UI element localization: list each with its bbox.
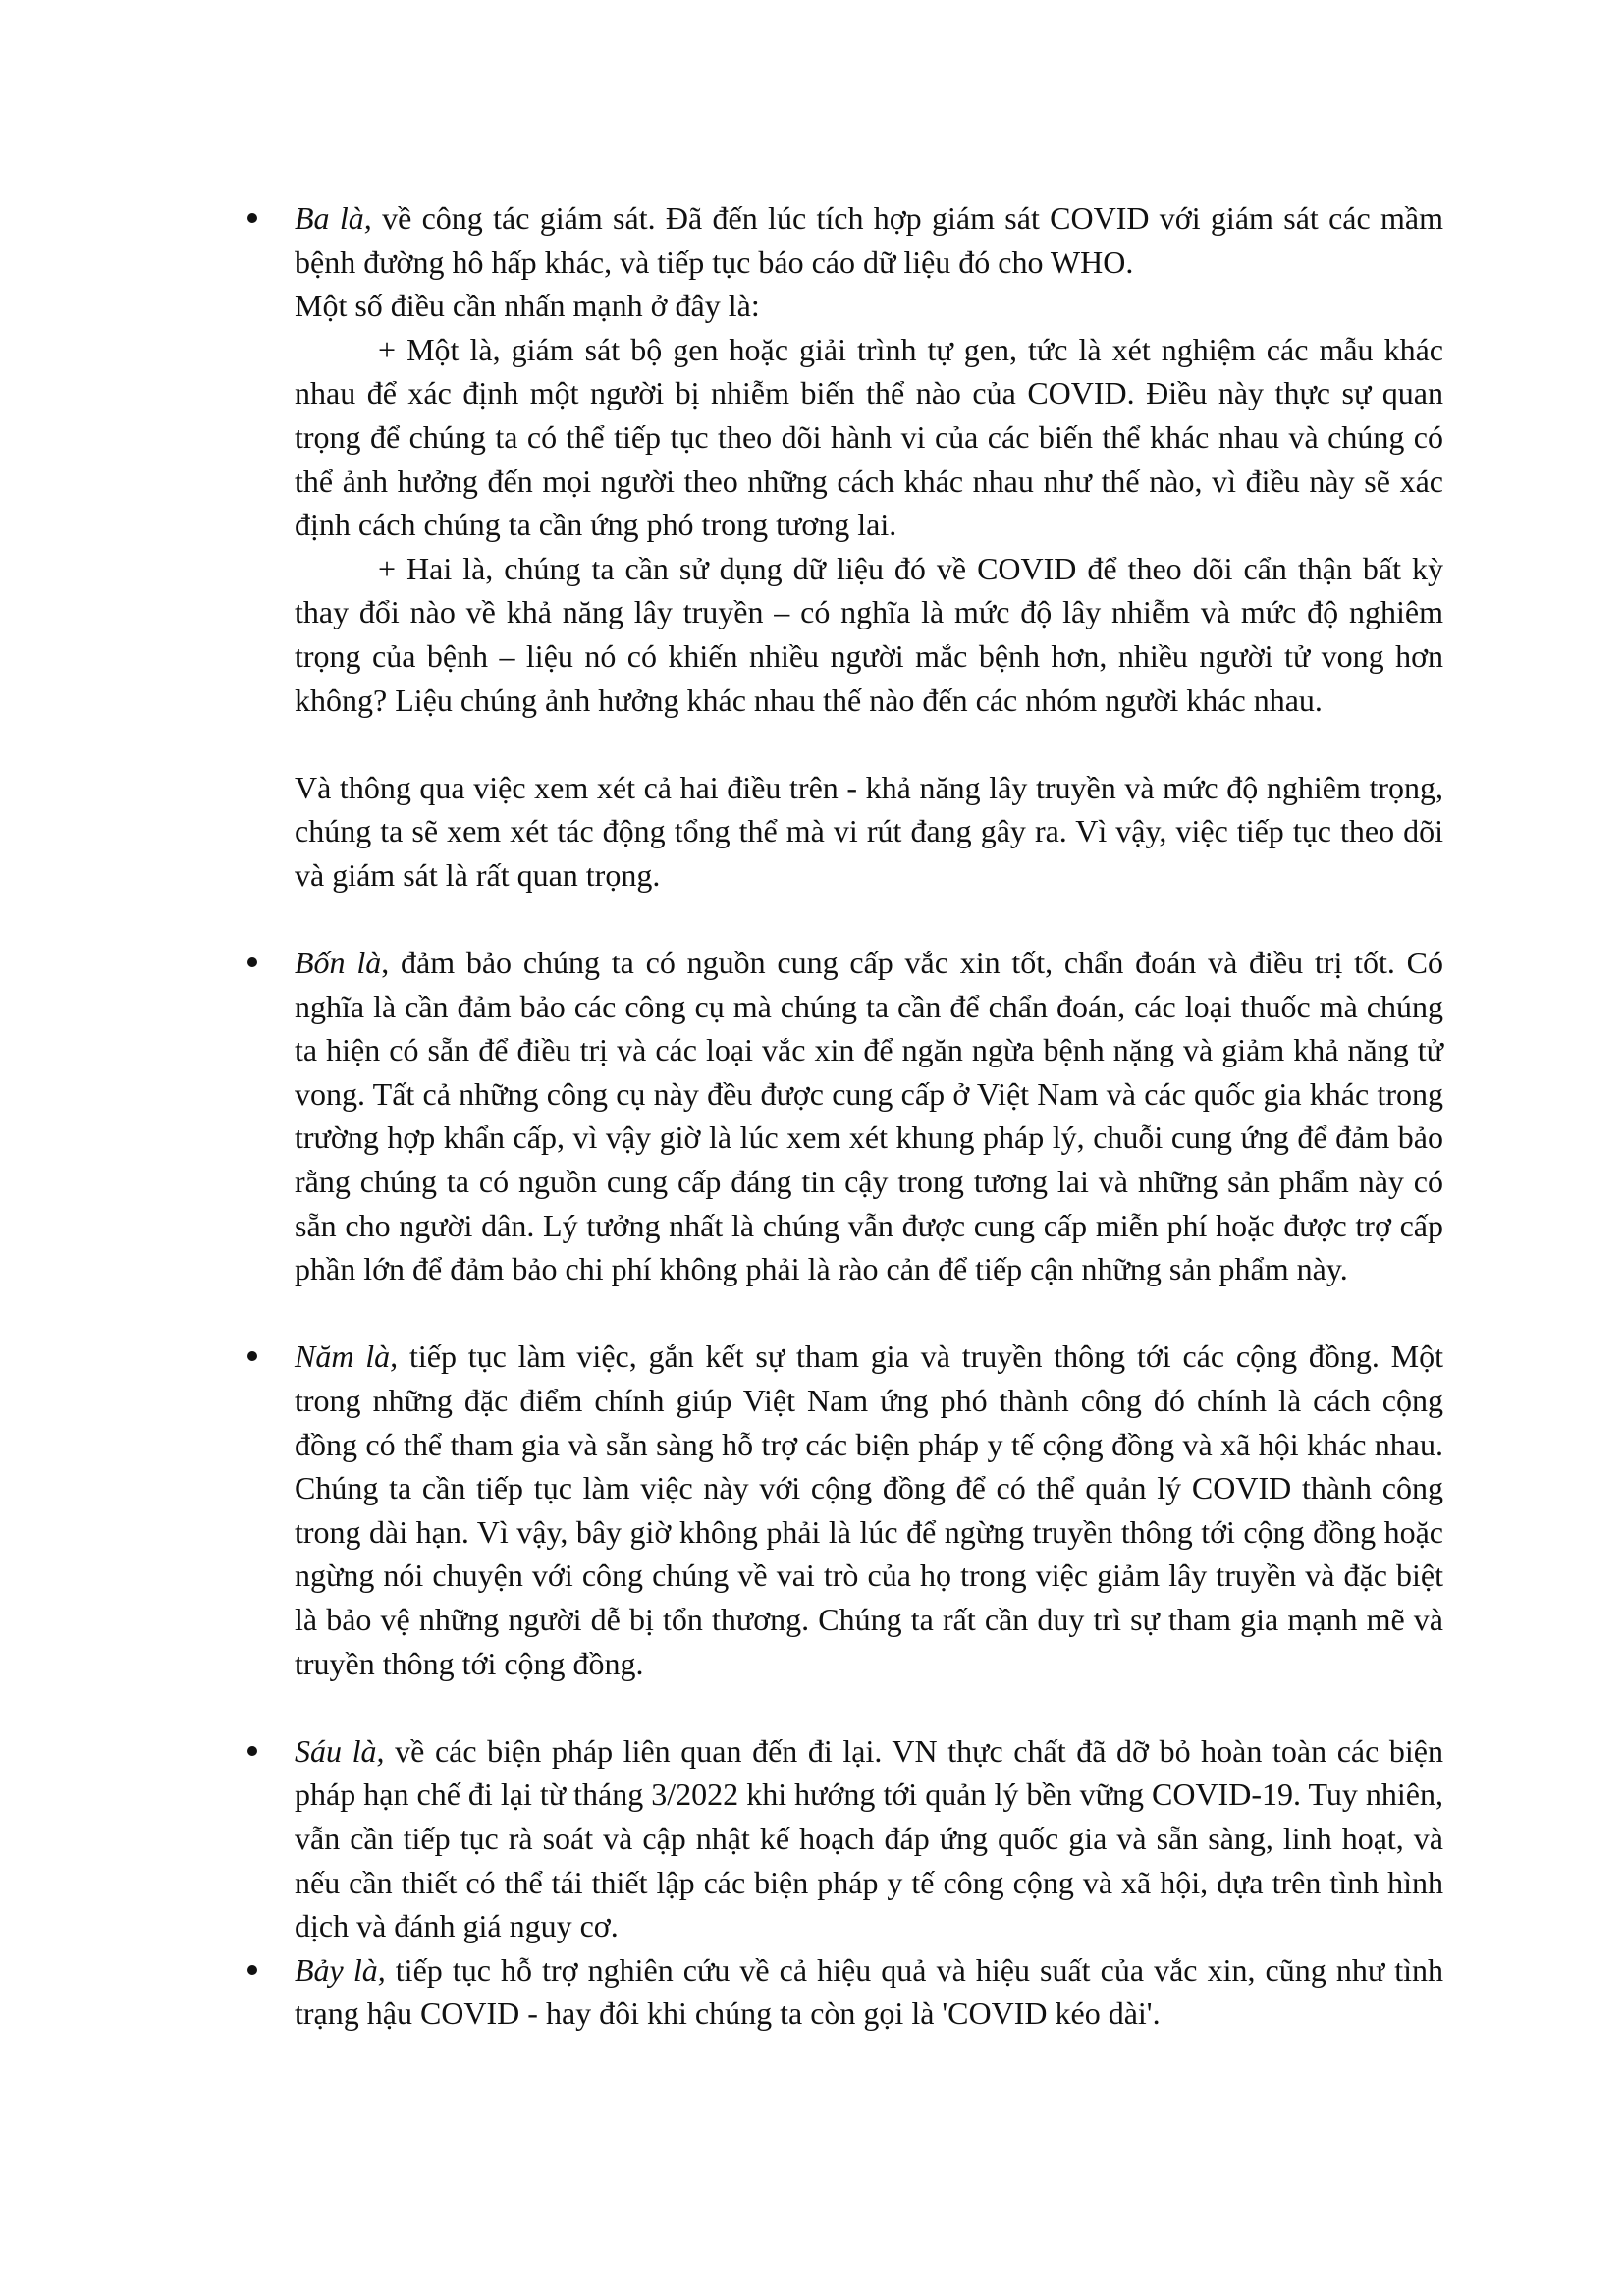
bullet-text: về công tác giám sát. Đã đến lúc tích hợp giám sát COVID với giám sát các mầm bệnh đường hô hấp khác, và tiếp tục báo cáo dữ liệu đó cho WHO. — [295, 200, 1444, 280]
bullet-lead: Bốn là — [295, 945, 382, 981]
paragraph — [295, 1948, 1443, 2036]
bullet-lead: Sáu là, — [295, 1732, 385, 1769]
bullet-icon — [247, 1351, 257, 1361]
bullet-lead: Ba là, — [295, 200, 372, 236]
bullet-icon — [247, 1746, 257, 1756]
bullet-icon — [247, 1965, 257, 1975]
paragraph — [295, 1729, 1443, 1948]
bullet-text: tiếp tục hỗ trợ nghiên cứu về cả hiệu quả và hiệu suất của vắc xin, cũng như tình trạng hậu COVID - hay đôi khi chúng ta còn gọi là 'COVID kéo dài'. — [295, 1951, 1444, 2032]
sub-item-hai-la: + Hai là, chúng ta cần sử dụng dữ liệu đó về COVID để theo dõi cẩn thận bất kỳ thay đổi nào về khả năng lây truyền – có nghĩa là mức độ lây nhiễm và mức độ nghiêm trọng của bệnh – liệu nó có khiến nhiều người mắc bệnh hơn, nhiều người tử vong hơn không? Liệu chúng ảnh hưởng khác nhau thế nào đến các nhóm người khác nhau. — [295, 550, 1443, 718]
paragraph-intro: Một số điều cần nhấn mạnh ở đây là: — [295, 288, 760, 324]
paragraph-closing: Và thông qua việc xem xét cả hai điều trên - khả năng lây truyền và mức độ nghiêm trọng, chúng ta sẽ xem xét tác động tổng thể mà vi rút đang gây ra. Vì vậy, việc tiếp tục theo dõi và giám sát là rất quan trọng. — [295, 769, 1443, 893]
bullet-item-nam-la — [295, 1335, 1443, 1685]
sub-item-mot-la: + Một là, giám sát bộ gen hoặc giải trình tự gen, tức là xét nghiệm các mẫu khác nhau để xác định một người bị nhiễm biến thể nào của COVID. Điều này thực sự quan trọng để chúng ta có thể tiếp tục theo dõi hành vi của các biến thể khác nhau và chúng có thể ảnh hưởng đến mọi người theo những cách khác nhau như thế nào, vì điều này sẽ xác định cách chúng ta cần ứng phó trong tương lai. — [295, 331, 1443, 543]
paragraph — [295, 196, 1443, 284]
bullet-text: về các biện pháp liên quan đến đi lại. VN thực chất đã dỡ bỏ hoàn toàn các biện pháp hạn chế đi lại từ tháng 3/2022 khi hướng tới quản lý bền vững COVID-19. Tuy nhiên, vẫn cần tiếp tục rà soát và cập nhật kế hoạch đáp ứng quốc gia và sẵn sàng, linh hoạt, và nếu cần thiết có thể tái thiết lập các biện pháp y tế công cộng và xã hội, dựa trên tình hình dịch và đánh giá nguy cơ. — [295, 1732, 1444, 1944]
bullet-text: tiếp tục làm việc, gắn kết sự tham gia và truyền thông tới các cộng đồng. Một trong những đặc điểm chính giúp Việt Nam ứng phó thành công đó chính là cách cộng đồng có thể tham gia và sẵn sàng hỗ trợ các biện pháp y tế cộng đồng và xã hội khác nhau. Chúng ta cần tiếp tục làm việc này với cộng đồng để có thể quản lý COVID thành công trong dài hạn. Vì vậy, bây giờ không phải là lúc để ngừng truyền thông tới cộng đồng hoặc ngừng nói chuyện với công chúng về vai trò của họ trong việc giảm lây truyền và đặc biệt là bảo vệ những người dễ bị tổn thương. Chúng ta rất cần duy trì sự tham gia mạnh mẽ và truyền thông tới cộng đồng. — [295, 1339, 1444, 1681]
bullet-item-ba-la — [295, 196, 1443, 898]
document-body — [295, 196, 1443, 2036]
bullet-item-bon-la — [295, 941, 1443, 1291]
bullet-icon — [247, 957, 257, 967]
paragraph — [295, 1335, 1443, 1685]
bullet-icon — [247, 213, 257, 223]
bullet-lead: Năm là, — [295, 1339, 399, 1375]
bullet-text: , đảm bảo chúng ta có nguồn cung cấp vắc xin tốt, chẩn đoán và điều trị tốt. Có nghĩa là cần đảm bảo các công cụ mà chúng ta cần để chẩn đoán, các loại thuốc mà chúng ta hiện có sẵn để điều trị và các loại vắc xin để ngăn ngừa bệnh nặng và giảm khả năng tử vong. Tất cả những công cụ này đều được cung cấp ở Việt Nam và các quốc gia khác trong trường hợp khẩn cấp, vì vậy giờ là lúc xem xét khung pháp lý, chuỗi cung ứng để đảm bảo rằng chúng ta có nguồn cung cấp đáng tin cậy trong tương lai và những sản phẩm này có sẵn cho người dân. Lý tưởng nhất là chúng vẫn được cung cấp miễn phí hoặc được trợ cấp phần lớn để đảm bảo chi phí không phải là rào cản để tiếp cận những sản phẩm này. — [295, 945, 1444, 1287]
paragraph — [295, 941, 1443, 1291]
bullet-item-sau-la — [295, 1729, 1443, 1948]
bullet-lead: Bảy là, — [295, 1951, 386, 1988]
bullet-item-bay-la — [295, 1948, 1443, 2036]
